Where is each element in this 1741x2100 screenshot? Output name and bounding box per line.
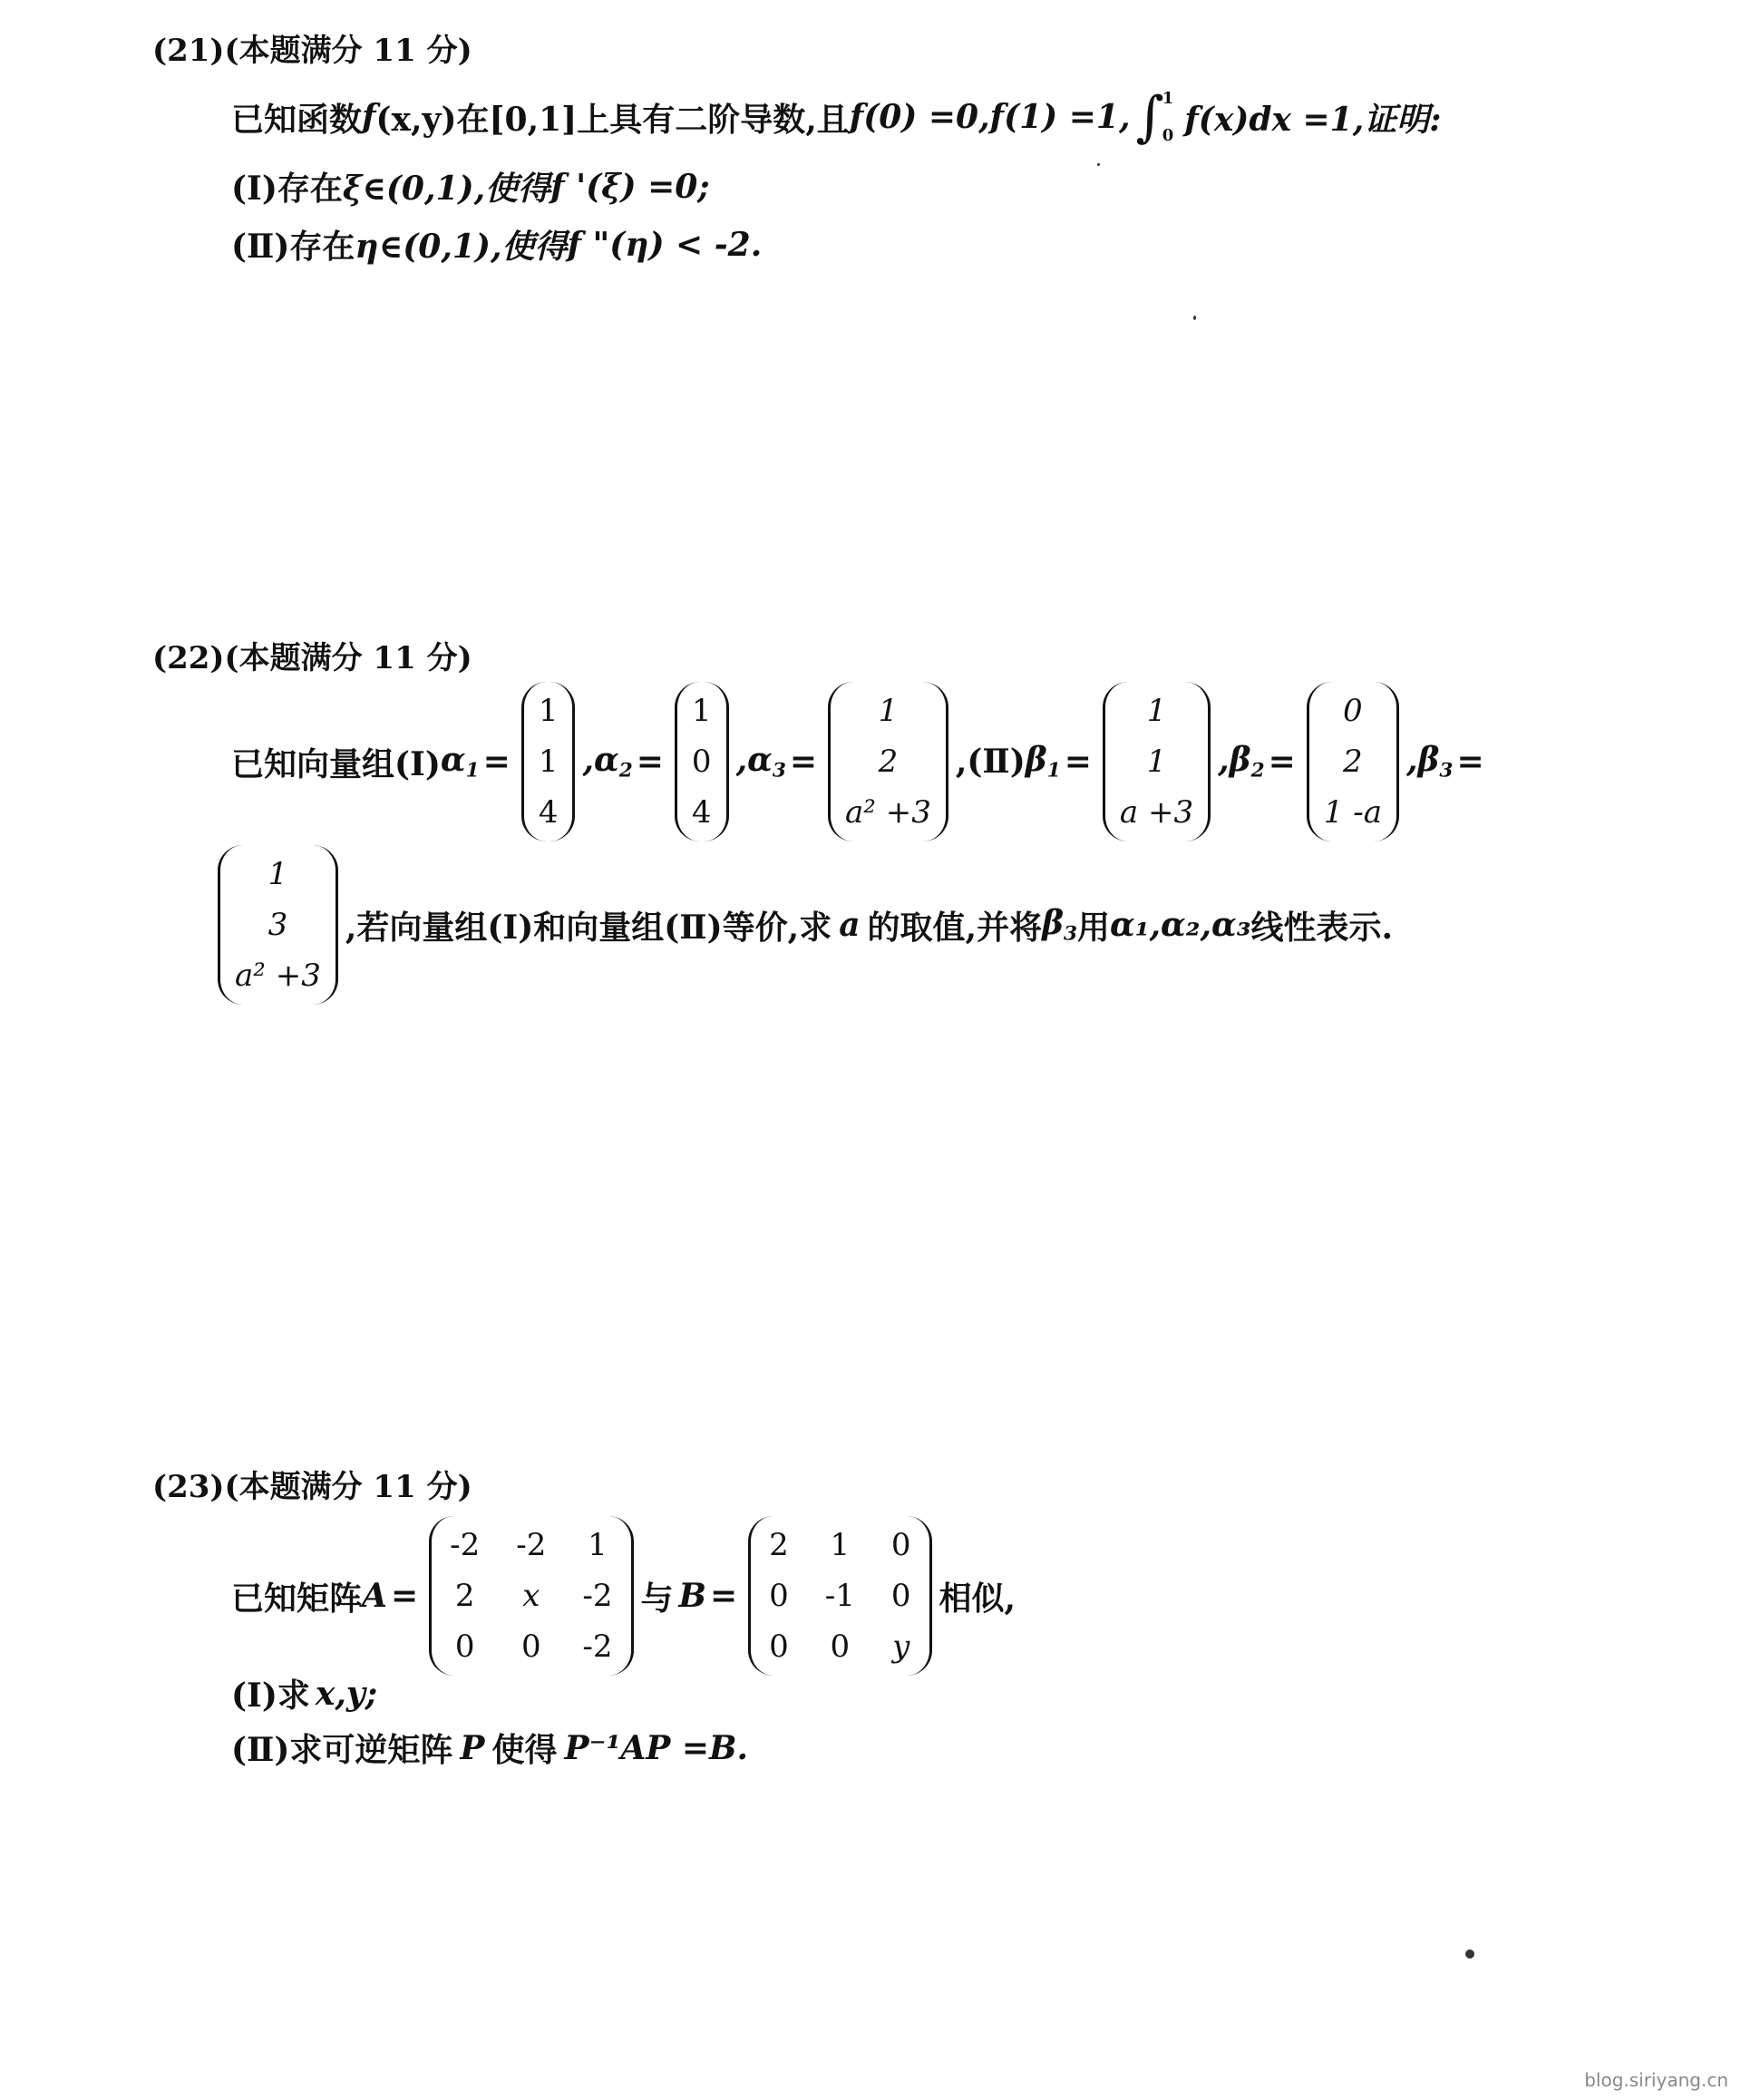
matrix-entry: 0 <box>830 1628 851 1665</box>
q23-part1-b: x,y; <box>315 1674 378 1713</box>
equals-sign: = <box>709 1577 738 1615</box>
q22-suffix-c: 用 <box>1077 908 1111 947</box>
group2-label: ,(Ⅱ) <box>955 743 1026 781</box>
scan-speck <box>1193 316 1196 320</box>
vector-entry: 2 <box>878 744 899 780</box>
q21-part2-c: f "(η) < -2. <box>567 225 763 264</box>
vector-entry: 1 <box>878 693 899 729</box>
matrix-entry: -2 <box>582 1628 613 1665</box>
beta3-vector <box>218 845 338 1005</box>
matrix-entry: -2 <box>450 1527 481 1563</box>
watermark: blog.siriyang.cn <box>1584 2069 1728 2091</box>
beta2-label: $,\beta_2$ <box>1218 741 1265 783</box>
q23-part2-c: P⁻¹AP =B. <box>564 1728 749 1767</box>
beta3-label: $,\beta_3$ <box>1405 741 1454 783</box>
alpha2-vector <box>675 682 729 841</box>
vector-entry: a² +3 <box>845 794 931 831</box>
vector-entry: 1 <box>1146 693 1167 729</box>
q23-suffix: 相似, <box>939 1579 1016 1618</box>
beta2-vector <box>1307 682 1399 841</box>
q21-stem-f: f <box>362 98 376 136</box>
matrix-entry: y <box>892 1628 910 1665</box>
beta1-vector <box>1103 682 1211 841</box>
q21-part1-a: (Ⅰ)存在 <box>231 170 343 208</box>
matrix-b <box>748 1516 931 1676</box>
matrix-entry: 2 <box>769 1527 789 1563</box>
vector-entry: 2 <box>1343 744 1363 780</box>
equals-sign: = <box>1064 743 1092 781</box>
equals-sign: = <box>482 743 511 781</box>
q22-vectors-line <box>231 682 1488 841</box>
matrix-entry: 2 <box>454 1578 475 1614</box>
vector-entry: a +3 <box>1119 794 1194 831</box>
vector-entry: 0 <box>691 744 712 780</box>
integral-upper-limit: 1 <box>1162 89 1174 108</box>
equals-sign: = <box>789 743 818 781</box>
q21-stem <box>231 85 1442 149</box>
equals-sign: = <box>1456 743 1484 781</box>
vector-entry: 1 <box>538 693 559 729</box>
q23-prefix: 已知矩阵 <box>231 1579 363 1618</box>
beta1-label: $\beta_1$ <box>1025 741 1061 783</box>
scan-speck <box>1465 1949 1474 1959</box>
vector-entry: 1 <box>1146 744 1167 780</box>
matrix-entry: x <box>522 1578 540 1614</box>
integral-lower-limit: 0 <box>1162 126 1174 145</box>
matrix-entry: -1 <box>824 1578 855 1614</box>
vector-entry: 1 <box>267 856 288 892</box>
q21-part1 <box>231 163 710 209</box>
q23-part1 <box>231 1670 377 1716</box>
q22-suffix-alphas: α₁,α₂,α₃ <box>1110 906 1251 944</box>
matrix-entry: -2 <box>516 1527 547 1563</box>
scan-speck <box>1097 163 1100 166</box>
q22-suffix-beta: $\beta_3$ <box>1042 904 1078 946</box>
matrix-entry: 1 <box>830 1527 851 1563</box>
equals-sign: = <box>1268 743 1296 781</box>
q23-part2-b: 使得 <box>491 1731 558 1769</box>
q22-heading: (22)(本题满分 11 分) <box>152 640 472 676</box>
q22-suffix-b: 的取值,并将 <box>867 908 1043 947</box>
vector-entry: 3 <box>267 907 288 943</box>
alpha1-label: $\alpha_1$ <box>440 741 480 783</box>
q23-mid: 与 <box>640 1579 674 1618</box>
matrix-entry: 0 <box>769 1628 789 1665</box>
q21-stem-a: 已知函数 <box>231 100 363 139</box>
alpha3-label: $,\alpha_3$ <box>735 741 786 783</box>
q23-heading: (23)(本题满分 11 分) <box>152 1469 472 1505</box>
vector-entry: 4 <box>538 794 559 831</box>
matrix-entry: 0 <box>520 1628 541 1665</box>
alpha3-vector <box>828 682 948 841</box>
vector-entry: 1 -a <box>1323 794 1382 831</box>
q22-suffix-d: 线性表示. <box>1250 908 1394 947</box>
alpha1-vector <box>521 682 576 841</box>
q21-stem-b: (x,y)在[0,1]上具有二阶导数,且 <box>375 100 850 139</box>
q21-part1-c: f '(ξ) =0; <box>550 167 710 206</box>
matrix-entry: 1 <box>588 1527 608 1563</box>
matrix-entry: 0 <box>454 1628 475 1665</box>
vector-entry: 0 <box>1343 693 1363 729</box>
alpha2-label: $,\alpha_2$ <box>582 741 633 783</box>
q23-part2-a: (Ⅱ)求可逆矩阵 <box>231 1731 453 1769</box>
q21-stem-d: f(x)dx =1,证明: <box>1184 100 1442 139</box>
matrix-entry: 0 <box>890 1527 911 1563</box>
q22-prefix: 已知向量组(Ⅰ) <box>231 744 441 783</box>
integral-sign: ∫ 1 0 <box>1135 85 1174 149</box>
q21-heading: (21)(本题满分 11 分) <box>152 33 472 69</box>
q21-stem-c: f(0) =0,f(1) =1, <box>849 98 1131 136</box>
vector-entry: 1 <box>691 693 712 729</box>
vector-entry: 4 <box>691 794 712 831</box>
matrix-entry: 0 <box>890 1578 911 1614</box>
q21-part2-a: (Ⅱ)存在 <box>231 228 355 266</box>
vector-entry: 1 <box>538 744 559 780</box>
q22-second-line <box>218 845 1393 1005</box>
q22-suffix-a: ,若向量组(Ⅰ)和向量组(Ⅱ)等价,求 <box>345 908 832 947</box>
equals-sign: = <box>636 743 664 781</box>
q23-part2-p: P <box>460 1728 485 1767</box>
matrix-a-label: A <box>362 1577 387 1615</box>
q21-part2 <box>231 221 762 267</box>
vector-entry: a² +3 <box>235 958 321 994</box>
q23-part1-a: (Ⅰ)求 <box>231 1677 310 1715</box>
matrix-a <box>429 1516 633 1676</box>
q21-part2-b: η∈(0,1),使得 <box>355 228 568 266</box>
equals-sign: = <box>390 1577 419 1615</box>
q23-matrix-line <box>231 1516 1016 1676</box>
q21-part1-b: ξ∈(0,1),使得 <box>342 170 551 208</box>
matrix-entry: 0 <box>769 1578 789 1614</box>
q22-suffix-var: a <box>839 906 861 944</box>
matrix-b-label: B <box>678 1577 706 1615</box>
matrix-entry: -2 <box>582 1578 613 1614</box>
q23-part2 <box>231 1725 748 1771</box>
